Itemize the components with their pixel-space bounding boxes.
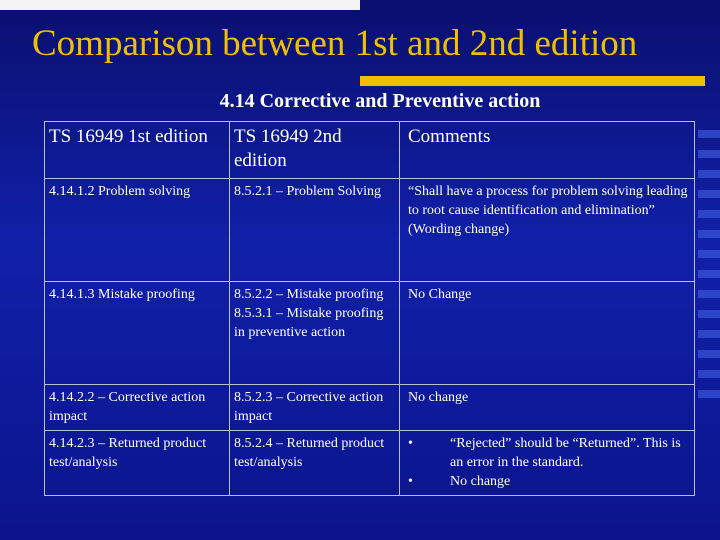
bullet-icon: • xyxy=(408,474,413,489)
bullet-icon: • xyxy=(408,436,413,451)
bullet-text: “Rejected” should be “Returned”. This is an error in the standard. xyxy=(450,436,681,470)
bullet-text: No change xyxy=(450,474,511,489)
top-decor-bar xyxy=(0,0,360,10)
cell-second-edition: 8.5.2.3 – Corrective action impact xyxy=(230,385,400,431)
table-row xyxy=(45,431,695,496)
slide-subtitle: 4.14 Corrective and Preventive action xyxy=(219,90,541,112)
cell-second-edition: 8.5.2.2 – Mistake proofing 8.5.3.1 – Mistake proofing in preventive action xyxy=(230,282,400,385)
bullet-item xyxy=(408,472,690,491)
cell-comment-bullets xyxy=(400,431,695,496)
table-row xyxy=(45,282,695,385)
header-second-edition: TS 16949 2nd edition xyxy=(230,122,400,179)
cell-comment: No Change xyxy=(400,282,695,385)
table-header-row xyxy=(45,122,695,179)
cell-comment: “Shall have a process for problem solving leading to root cause identification and elimination” (Wording change) xyxy=(400,179,695,282)
header-comments: Comments xyxy=(400,122,695,179)
cell-first-edition: 4.14.2.3 – Returned product test/analysis xyxy=(45,431,230,496)
cell-second-edition: 8.5.2.4 – Returned product test/analysis xyxy=(230,431,400,496)
bullet-item xyxy=(408,434,690,472)
side-decor-stripes xyxy=(698,130,720,410)
cell-comment: No change xyxy=(400,385,695,431)
cell-first-edition: 4.14.2.2 – Corrective action impact xyxy=(45,385,230,431)
cell-first-edition: 4.14.1.3 Mistake proofing xyxy=(45,282,230,385)
table-row xyxy=(45,179,695,282)
cell-second-edition: 8.5.2.1 – Problem Solving xyxy=(230,179,400,282)
title-accent-bar xyxy=(360,76,705,86)
table-row xyxy=(45,385,695,431)
header-first-edition: TS 16949 1st edition xyxy=(45,122,230,179)
cell-first-edition: 4.14.1.2 Problem solving xyxy=(45,179,230,282)
slide-title: Comparison between 1st and 2nd edition xyxy=(32,23,638,64)
comparison-table xyxy=(44,121,695,496)
